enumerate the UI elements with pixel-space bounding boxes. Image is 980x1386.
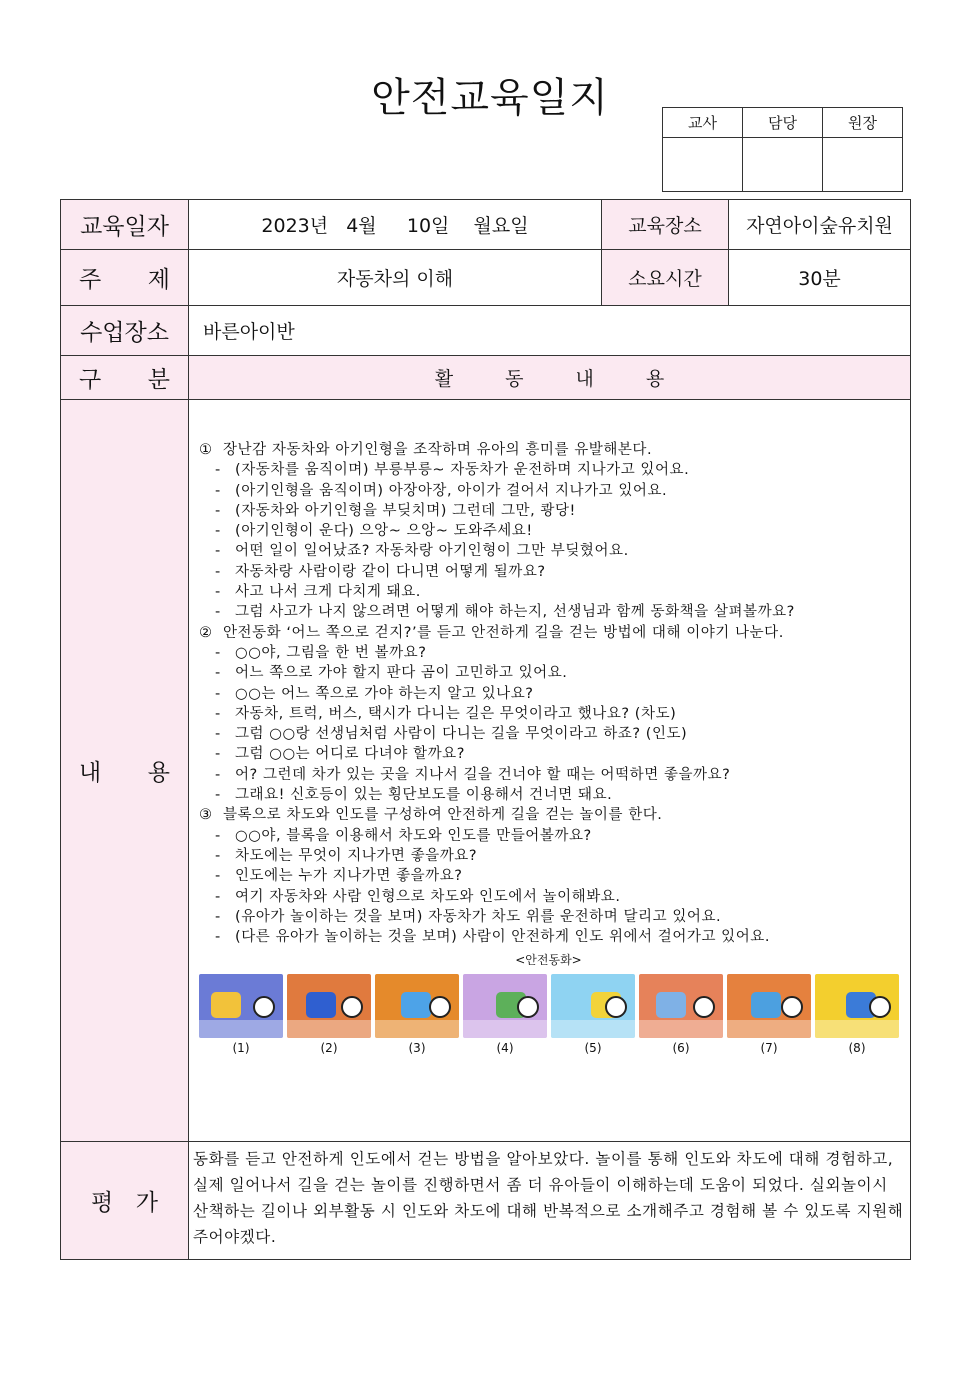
dialogue-text: 인도에는 누가 지나가면 좋을까요?	[235, 868, 463, 885]
section-heading	[199, 805, 898, 825]
label-topic-1: 주	[79, 267, 102, 293]
label-evaluation	[61, 1142, 189, 1260]
dialogue-item	[199, 907, 898, 927]
dash-marker: -	[215, 746, 221, 763]
section-number: ③	[199, 807, 213, 824]
activity-content	[189, 400, 911, 1142]
dash-marker: -	[215, 604, 221, 621]
activity-section	[199, 805, 898, 947]
dash-marker: -	[215, 787, 221, 804]
dash-marker: -	[215, 929, 221, 946]
dialogue-text: ○○야, 블록을 이용해서 차도와 인도를 만들어볼까요?	[235, 827, 592, 844]
approval-table	[662, 107, 903, 192]
label-evaluation-2: 가	[135, 1190, 158, 1216]
activity-section	[199, 623, 898, 806]
label-content-1: 내	[79, 760, 102, 786]
dialogue-item	[199, 704, 898, 724]
dialogue-item	[199, 663, 898, 683]
dialogue-text: 어느 쪽으로 가야 할지 판다 곰이 고민하고 있어요.	[235, 665, 568, 682]
illustration-shape	[306, 992, 336, 1018]
label-place: 교육장소	[602, 200, 729, 250]
story-image-label: (1)	[232, 1041, 250, 1056]
dialogue-text: ○○는 어느 쪽으로 가야 하는지 알고 있나요?	[235, 685, 534, 702]
approval-sign-teacher	[663, 138, 743, 192]
story-image	[727, 974, 811, 1055]
story-image	[551, 974, 635, 1055]
illustration-shape	[463, 1020, 547, 1038]
approval-sign-director	[823, 138, 903, 192]
dash-marker: -	[215, 462, 221, 479]
label-topic	[61, 250, 189, 306]
label-category	[61, 356, 189, 400]
label-content	[61, 400, 189, 1142]
story-image-label: (5)	[584, 1041, 602, 1056]
dialogue-text: (아기인형을 움직이며) 아장아장, 아이가 걸어서 지나가고 있어요.	[235, 482, 668, 499]
story-illustration	[199, 974, 283, 1038]
dialogue-text: (자동차를 움직이며) 부릉부릉~ 자동차가 운전하며 지나가고 있어요.	[235, 462, 690, 479]
page-title: 안전교육일지	[371, 75, 609, 121]
illustration-shape	[656, 992, 686, 1018]
panda-icon	[429, 996, 451, 1018]
dash-marker: -	[215, 502, 221, 519]
panda-icon	[341, 996, 363, 1018]
dialogue-item	[199, 643, 898, 663]
story-image-row	[199, 974, 898, 1055]
panda-icon	[781, 996, 803, 1018]
dialogue-item	[199, 887, 898, 907]
section-heading	[199, 623, 898, 643]
section-number: ①	[199, 442, 213, 458]
story-illustration	[287, 974, 371, 1038]
dialogue-item	[199, 562, 898, 582]
dash-marker: -	[215, 482, 221, 499]
label-category-1: 구	[79, 367, 102, 393]
dialogue-text: (아기인형이 운다) 으앙~ 으앙~ 도와주세요!	[235, 523, 533, 540]
dialogue-text: 자동차랑 사람이랑 같이 다니면 어떻게 될까요?	[235, 563, 546, 580]
section-heading	[199, 440, 898, 460]
dialogue-text: 차도에는 무엇이 지나가면 좋을까요?	[235, 847, 478, 864]
activity-sections	[199, 440, 898, 947]
activity-header-4: 용	[645, 368, 665, 390]
approval-header-manager: 담당	[743, 108, 823, 138]
dialogue-item	[199, 785, 898, 805]
illustration-shape	[375, 1020, 459, 1038]
dialogue-text: 어떤 일이 일어났죠? 자동차랑 아기인형이 그만 부딪혔어요.	[235, 543, 629, 560]
illustration-shape	[551, 1020, 635, 1038]
story-image-label: (7)	[760, 1041, 778, 1056]
illustration-shape	[211, 992, 241, 1018]
story-image	[375, 974, 459, 1055]
dialogue-item	[199, 501, 898, 521]
dash-marker: -	[215, 908, 221, 925]
dash-marker: -	[215, 543, 221, 560]
activity-header-3: 내	[575, 368, 594, 390]
story-illustration	[639, 974, 723, 1038]
label-evaluation-1: 평	[91, 1190, 114, 1216]
label-room: 수업장소	[61, 306, 189, 356]
dash-marker: -	[215, 847, 221, 864]
section-heading-text: 안전동화 ‘어느 쪽으로 걷지?’를 듣고 안전하게 길을 걷는 방법에 대해 이야기 나눈다.	[223, 624, 784, 641]
dialogue-text: 어? 그런데 차가 있는 곳을 지나서 길을 건너야 할 때는 어떡하면 좋을까요?	[235, 766, 731, 783]
education-log-table	[60, 199, 911, 1260]
approval-header-director: 원장	[823, 108, 903, 138]
label-topic-2: 제	[147, 267, 170, 293]
dialogue-text: 자동차, 트럭, 버스, 택시가 다니는 길은 무엇이라고 했나요? (차도)	[235, 705, 677, 722]
label-date: 교육일자	[61, 200, 189, 250]
section-heading-text: 블록으로 차도와 인도를 구성하여 안전하게 길을 걷는 놀이를 한다.	[223, 807, 663, 824]
dialogue-item	[199, 541, 898, 561]
panda-icon	[869, 996, 891, 1018]
illustration-shape	[639, 1020, 723, 1038]
value-duration: 30분	[729, 250, 911, 306]
dialogue-item	[199, 684, 898, 704]
story-illustration	[727, 974, 811, 1038]
illustration-shape	[815, 1020, 899, 1038]
dash-marker: -	[215, 584, 221, 601]
panda-icon	[605, 996, 627, 1018]
story-image	[639, 974, 723, 1055]
story-image	[199, 974, 283, 1055]
dialogue-text: (자동차와 아기인형을 부딪치며) 그런데 그만, 쾅당!	[235, 502, 576, 519]
story-illustration	[551, 974, 635, 1038]
dialogue-text: ○○야, 그림을 한 번 볼까요?	[235, 644, 427, 661]
label-category-2: 분	[147, 367, 170, 393]
dialogue-text: 그래요! 신호등이 있는 횡단보도를 이용해서 건너면 돼요.	[235, 787, 613, 804]
dialogue-text: 그럼 ○○랑 선생님처럼 사람이 다니는 길을 무엇이라고 하죠? (인도)	[235, 726, 688, 743]
approval-sign-manager	[743, 138, 823, 192]
story-illustration	[375, 974, 459, 1038]
dash-marker: -	[215, 766, 221, 783]
dialogue-text: 그럼 ○○는 어디로 다녀야 할까요?	[235, 746, 465, 763]
dash-marker: -	[215, 665, 221, 682]
dialogue-item	[199, 744, 898, 764]
evaluation-text: 동화를 듣고 안전하게 인도에서 걷는 방법을 알아보았다. 놀이를 통해 인도와 차도에 대해 경험하고, 실제 일어나서 길을 걷는 놀이를 진행하면서 좀 더 유아들이 이해하는데 도움이 되었다. 실외놀이시 산책하는 길이나 외부활동 시 인도와 차도에 대해 반복적으로 소개해주고 경험해 볼 수 있도록 지원해주어야겠다.	[189, 1142, 911, 1260]
dialogue-item	[199, 724, 898, 744]
label-content-2: 용	[147, 760, 170, 786]
story-illustration	[815, 974, 899, 1038]
dialogue-item	[199, 846, 898, 866]
panda-icon	[693, 996, 715, 1018]
story-image-label: (4)	[496, 1041, 514, 1056]
story-image-label: (2)	[320, 1041, 338, 1056]
dash-marker: -	[215, 644, 221, 661]
story-image-label: (3)	[408, 1041, 426, 1056]
story-image	[815, 974, 899, 1055]
illustration-shape	[287, 1020, 371, 1038]
activity-header-2: 동	[505, 368, 524, 390]
dash-marker: -	[215, 563, 221, 580]
dash-marker: -	[215, 705, 221, 722]
approval-header-teacher: 교사	[663, 108, 743, 138]
dialogue-text: 그럼 사고가 나지 않으려면 어떻게 해야 하는지, 선생님과 함께 동화책을 살펴볼까요?	[235, 604, 795, 621]
activity-header-1: 활	[434, 368, 454, 390]
value-date: 2023년 4월 10일 월요일	[189, 200, 602, 250]
dialogue-text: (유아가 놀이하는 것을 보며) 자동차가 차도 위를 운전하며 달리고 있어요.	[235, 908, 722, 925]
illustration-shape	[199, 1020, 283, 1038]
dialogue-item	[199, 460, 898, 480]
section-heading-text: 장난감 자동차와 아기인형을 조작하며 유아의 흥미를 유발해본다.	[223, 442, 653, 458]
dialogue-text: 사고 나서 크게 다치게 돼요.	[235, 584, 421, 601]
dash-marker: -	[215, 523, 221, 540]
illustration-shape	[751, 992, 781, 1018]
dialogue-item	[199, 521, 898, 541]
story-caption: <안전동화>	[515, 953, 582, 968]
story-image	[463, 974, 547, 1055]
dialogue-text: (다른 유아가 놀이하는 것을 보며) 사람이 안전하게 인도 위에서 걸어가고 있어요.	[235, 929, 770, 946]
value-room: 바른아이반	[189, 306, 911, 356]
dialogue-item	[199, 582, 898, 602]
dash-marker: -	[215, 726, 221, 743]
story-image-label: (8)	[848, 1041, 866, 1056]
illustration-shape	[401, 992, 431, 1018]
dash-marker: -	[215, 827, 221, 844]
dialogue-item	[199, 866, 898, 886]
dialogue-item	[199, 481, 898, 501]
dash-marker: -	[215, 685, 221, 702]
dialogue-item	[199, 765, 898, 785]
dialogue-item	[199, 927, 898, 947]
panda-icon	[253, 996, 275, 1018]
panda-icon	[517, 996, 539, 1018]
label-duration: 소요시간	[602, 250, 729, 306]
dialogue-item	[199, 826, 898, 846]
value-place: 자연아이숲유치원	[729, 200, 911, 250]
section-number: ②	[199, 624, 213, 641]
activity-section	[199, 440, 898, 623]
illustration-shape	[727, 1020, 811, 1038]
dash-marker: -	[215, 868, 221, 885]
dialogue-item	[199, 602, 898, 622]
story-image	[287, 974, 371, 1055]
story-image-label: (6)	[672, 1041, 690, 1056]
story-illustration	[463, 974, 547, 1038]
dialogue-text: 여기 자동차와 사람 인형으로 차도와 인도에서 놀이해봐요.	[235, 888, 621, 905]
dash-marker: -	[215, 888, 221, 905]
activity-header	[189, 356, 911, 400]
value-topic: 자동차의 이해	[189, 250, 602, 306]
